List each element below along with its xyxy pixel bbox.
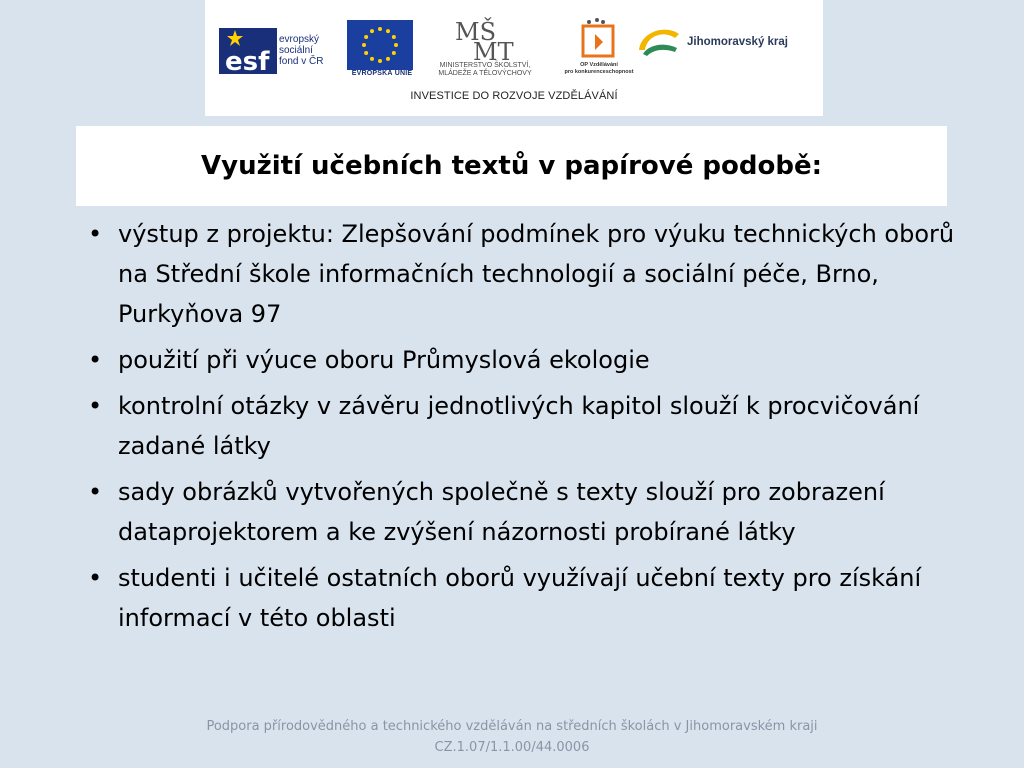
bullet-item: • kontrolní otázky v závěru jednotlivých kapitol slouží k procvičování zadané látky [88, 386, 958, 466]
eu-star-icon [386, 57, 390, 61]
footer-line-2: CZ.1.07/1.1.00/44.0006 [434, 740, 590, 755]
footer-line-1: Podpora přírodovědného a technického vzděláván na středních školách v Jihomoravském kraji [206, 719, 818, 734]
eu-star-icon [370, 29, 374, 33]
bullet-list [88, 214, 958, 644]
msmt-logo [423, 16, 547, 86]
eu-star-icon [378, 27, 382, 31]
op-vzdelavani-logo [557, 16, 641, 86]
eu-label: EVROPSKÁ UNIE [351, 70, 413, 77]
bullet-item: • použití při výuce oboru Průmyslová ekologie [88, 340, 958, 380]
op-mark-icon [569, 16, 625, 62]
bullet-item: • výstup z projektu: Zlepšování podmínek pro výuku technických oborů na Střední škole informačních technologií a sociální péče, Brno, Purkyňova 97 [88, 214, 958, 334]
sponsor-logo-bar [205, 0, 823, 116]
msmt-mark-icon [453, 16, 517, 62]
eu-logo [343, 20, 421, 82]
eu-star-icon [394, 43, 398, 47]
eu-star-icon [392, 35, 396, 39]
eu-star-icon [378, 59, 382, 63]
eu-star-icon [386, 29, 390, 33]
jmk-label: Jihomoravský kraj [687, 36, 789, 48]
jihomoravsky-kraj-logo [635, 20, 815, 70]
svg-text:MŠ: MŠ [455, 18, 497, 46]
bullet-item: • sady obrázků vytvořených společně s texty slouží pro zobrazení dataprojektorem a ke zvýšení názornosti probírané látky [88, 472, 958, 552]
esf-text [279, 34, 323, 67]
eu-star-icon [392, 51, 396, 55]
svg-text:MT: MT [473, 38, 514, 62]
msmt-line-1: MINISTERSTVO ŠKOLSTVÍ, [439, 62, 531, 69]
esf-mark-icon [217, 20, 279, 82]
esf-line-2: sociální [279, 45, 313, 56]
op-line-1: OP Vzdělávání [580, 62, 618, 68]
eu-flag-icon [347, 20, 413, 70]
eu-star-icon [364, 35, 368, 39]
esf-logo [217, 20, 335, 82]
jmk-mark-icon [635, 20, 683, 62]
msmt-line-2: MLÁDEŽE A TĚLOVÝCHOVY [438, 70, 532, 77]
eu-star-icon [362, 43, 366, 47]
title-box [76, 126, 947, 206]
slide-title: Využití učebních textů v papírové podobě: [201, 151, 822, 181]
op-text [557, 62, 641, 75]
op-line-2: pro konkurenceschopnost [564, 68, 634, 75]
investice-caption: INVESTICE DO ROZVOJE VZDĚLÁVÁNÍ [410, 90, 618, 102]
msmt-text [423, 62, 547, 78]
eu-star-icon [370, 57, 374, 61]
esf-line-1: evropský [279, 34, 320, 45]
bullet-item: • studenti i učitelé ostatních oborů využívají učební texty pro získání informací v této oblasti [88, 558, 958, 638]
eu-star-icon [364, 51, 368, 55]
slide-footer [0, 716, 1024, 758]
svg-text:esf: esf [225, 47, 270, 77]
esf-line-3: fond v ČR [279, 56, 324, 67]
